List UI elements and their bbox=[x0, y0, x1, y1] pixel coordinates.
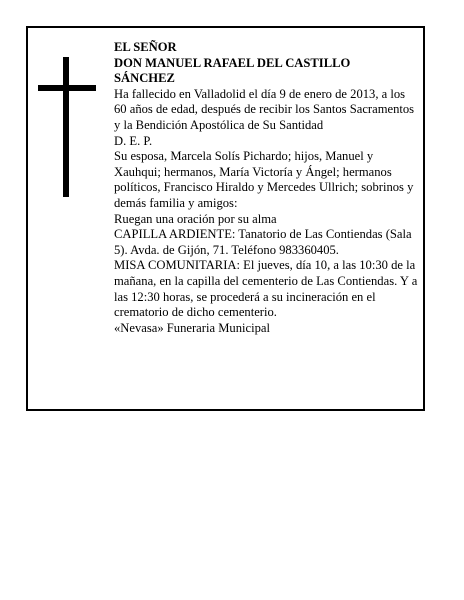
cross-vertical-bar bbox=[63, 57, 69, 197]
deceased-name-line-2: SÁNCHEZ bbox=[114, 71, 175, 86]
honorific: EL SEÑOR bbox=[114, 40, 177, 54]
obituary-text bbox=[114, 40, 420, 336]
funeral-home: «Nevasa» Funeraria Municipal bbox=[114, 320, 270, 335]
mass-info: MISA COMUNITARIA: El jueves, día 10, a las 10:30 de la mañana, en la capilla del cementerio de Las Contiendas. Y a las 12:30 horas, se procederá a su incineración en el crematorio de dicho cementerio. bbox=[114, 258, 418, 320]
cross-horizontal-bar bbox=[38, 85, 96, 91]
family-list: Su esposa, Marcela Solís Pichardo; hijos, Manuel y Xauhqui; hermanos, María Victoría y Ángel; hermanos políticos, Francisco Hiraldo y Mercedes Ullrich; sobrinos y demás familia y amigos: bbox=[114, 149, 414, 210]
death-statement: Ha fallecido en Valladolid el día 9 de enero de 2013, a los 60 años de edad, después de recibir los Santos Sacramentos y la Bendición Apostólica de Su Santidad bbox=[114, 86, 415, 132]
rip-text: D. E. P. bbox=[114, 133, 153, 148]
deceased-name-line-1: DON MANUEL RAFAEL DEL CASTILLO bbox=[114, 55, 351, 70]
cross-icon bbox=[38, 57, 96, 197]
prayer-request: Ruegan una oración por su alma bbox=[114, 211, 277, 226]
chapel-info: CAPILLA ARDIENTE: Tanatorio de Las Contiendas (Sala 5). Avda. de Gijón, 71. Teléfono 983360405. bbox=[114, 227, 412, 257]
